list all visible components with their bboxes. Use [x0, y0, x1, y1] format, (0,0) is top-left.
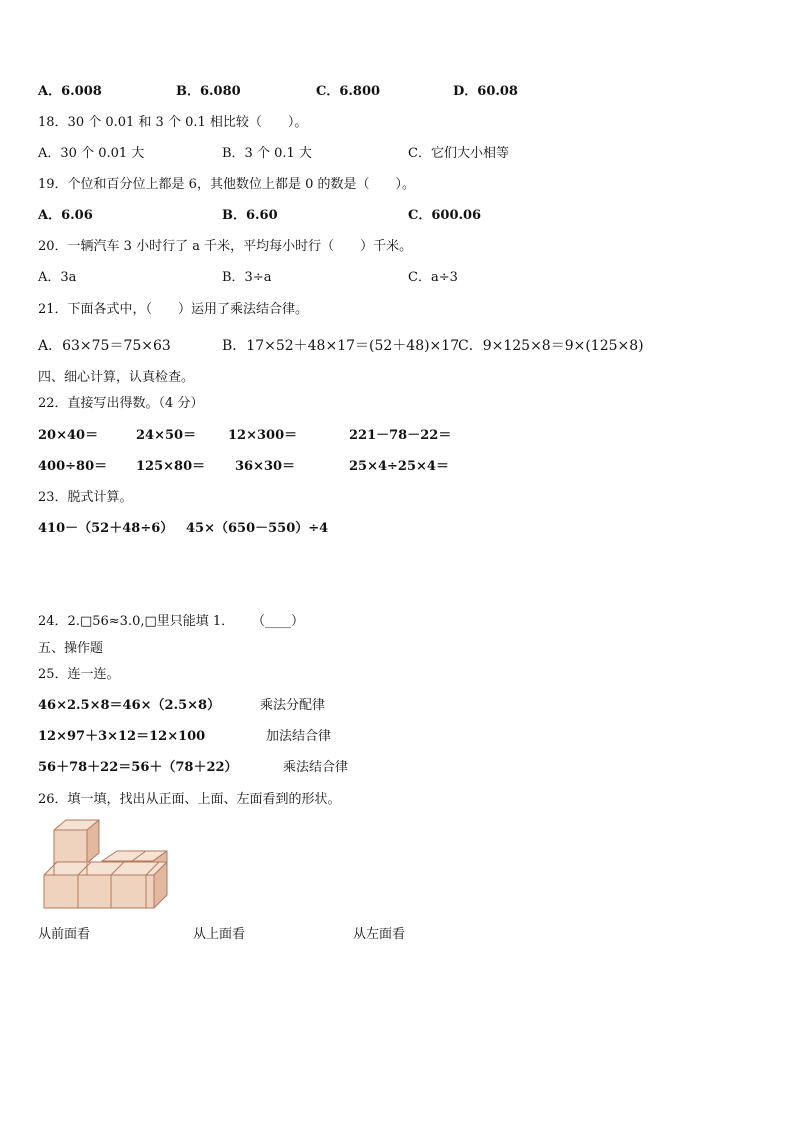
- q18-option-b: B．3 个 0.1 大: [222, 146, 312, 161]
- q25-right-item[interactable]: 加法结合律: [266, 729, 332, 744]
- q22-item: 25×4÷25×4＝: [349, 459, 449, 474]
- cube-top: [54, 820, 99, 863]
- q22-item: 400÷80＝: [38, 459, 108, 474]
- q19-option-b: B．6.60: [222, 208, 278, 223]
- q17-option-d: D．60.08: [453, 84, 518, 99]
- q19-question: 19．个位和百分位上都是 6，其他数位上都是 0 的数是（ ）。: [38, 177, 415, 192]
- q18-option-c: C．它们大小相等: [408, 146, 509, 161]
- q21-option-b: B．17×52＋48×17＝(52＋48)×17: [222, 338, 460, 354]
- view-front-label: 从前面看: [38, 927, 91, 942]
- q22-item: 20×40＝: [38, 428, 99, 443]
- q23-item: 410－（52＋48÷6）: [38, 521, 174, 536]
- q18-option-a: A．30 个 0.01 大: [38, 146, 145, 161]
- q25-left-item[interactable]: 46×2.5×8＝46×（2.5×8）: [38, 698, 221, 713]
- q23-question: 23．脱式计算。: [38, 490, 133, 505]
- q22-item: 36×30＝: [235, 459, 296, 474]
- q22-item: 12×300＝: [228, 428, 298, 443]
- view-left-label: 从左面看: [353, 927, 406, 942]
- cube-front-2: [78, 875, 111, 908]
- q22-question: 22．直接写出得数。（4 分）: [38, 396, 204, 411]
- q19-option-c: C．600.06: [408, 208, 482, 223]
- q21-question: 21．下面各式中，（ ）运用了乘法结合律。: [38, 302, 309, 317]
- q20-option-a: A．3a: [38, 270, 77, 285]
- q25-left-item[interactable]: 12×97＋3×12＝12×100: [38, 729, 206, 744]
- section-5-title: 五、操作题: [38, 641, 104, 656]
- q19-option-a: A．6.06: [38, 208, 93, 223]
- q20-option-c: C．a÷3: [408, 270, 458, 285]
- q21-option-a: A．63×75＝75×63: [38, 338, 171, 354]
- q24-answer-blank[interactable]: （____）: [252, 614, 305, 629]
- q25-question: 25．连一连。: [38, 667, 120, 682]
- q20-option-b: B．3÷a: [222, 270, 272, 285]
- q17-option-b: B．6.080: [176, 84, 241, 99]
- q25-right-item[interactable]: 乘法结合律: [283, 760, 349, 775]
- cube-front-3: [111, 875, 154, 908]
- view-top-label: 从上面看: [193, 927, 246, 942]
- q22-item: 125×80＝: [136, 459, 206, 474]
- q18-question: 18．30 个 0.01 和 3 个 0.1 相比较（ ）。: [38, 115, 308, 130]
- q23-item: 45×（650－550）÷4: [186, 521, 329, 536]
- q22-item: 221－78－22＝: [349, 428, 452, 443]
- section-4-title: 四、细心计算，认真检查。: [38, 370, 195, 385]
- q17-option-c: C．6.800: [316, 84, 381, 99]
- q24-question: 24．2.□56≈3.0,□里只能填 1．: [38, 614, 235, 629]
- cube-front-1: [44, 875, 78, 908]
- q25-right-item[interactable]: 乘法分配律: [260, 698, 326, 713]
- q17-option-a: A．6.008: [38, 84, 102, 99]
- q25-left-item[interactable]: 56＋78＋22＝56＋（78＋22）: [38, 760, 238, 775]
- q26-question: 26．填一填，找出从正面、上面、左面看到的形状。: [38, 792, 341, 807]
- q20-question: 20．一辆汽车 3 小时行了 a 千米，平均每小时行（ ）千米。: [38, 239, 413, 254]
- q22-item: 24×50＝: [136, 428, 197, 443]
- q21-option-c: C．9×125×8＝9×(125×8): [458, 338, 644, 354]
- cube-stack-figure: [40, 818, 175, 913]
